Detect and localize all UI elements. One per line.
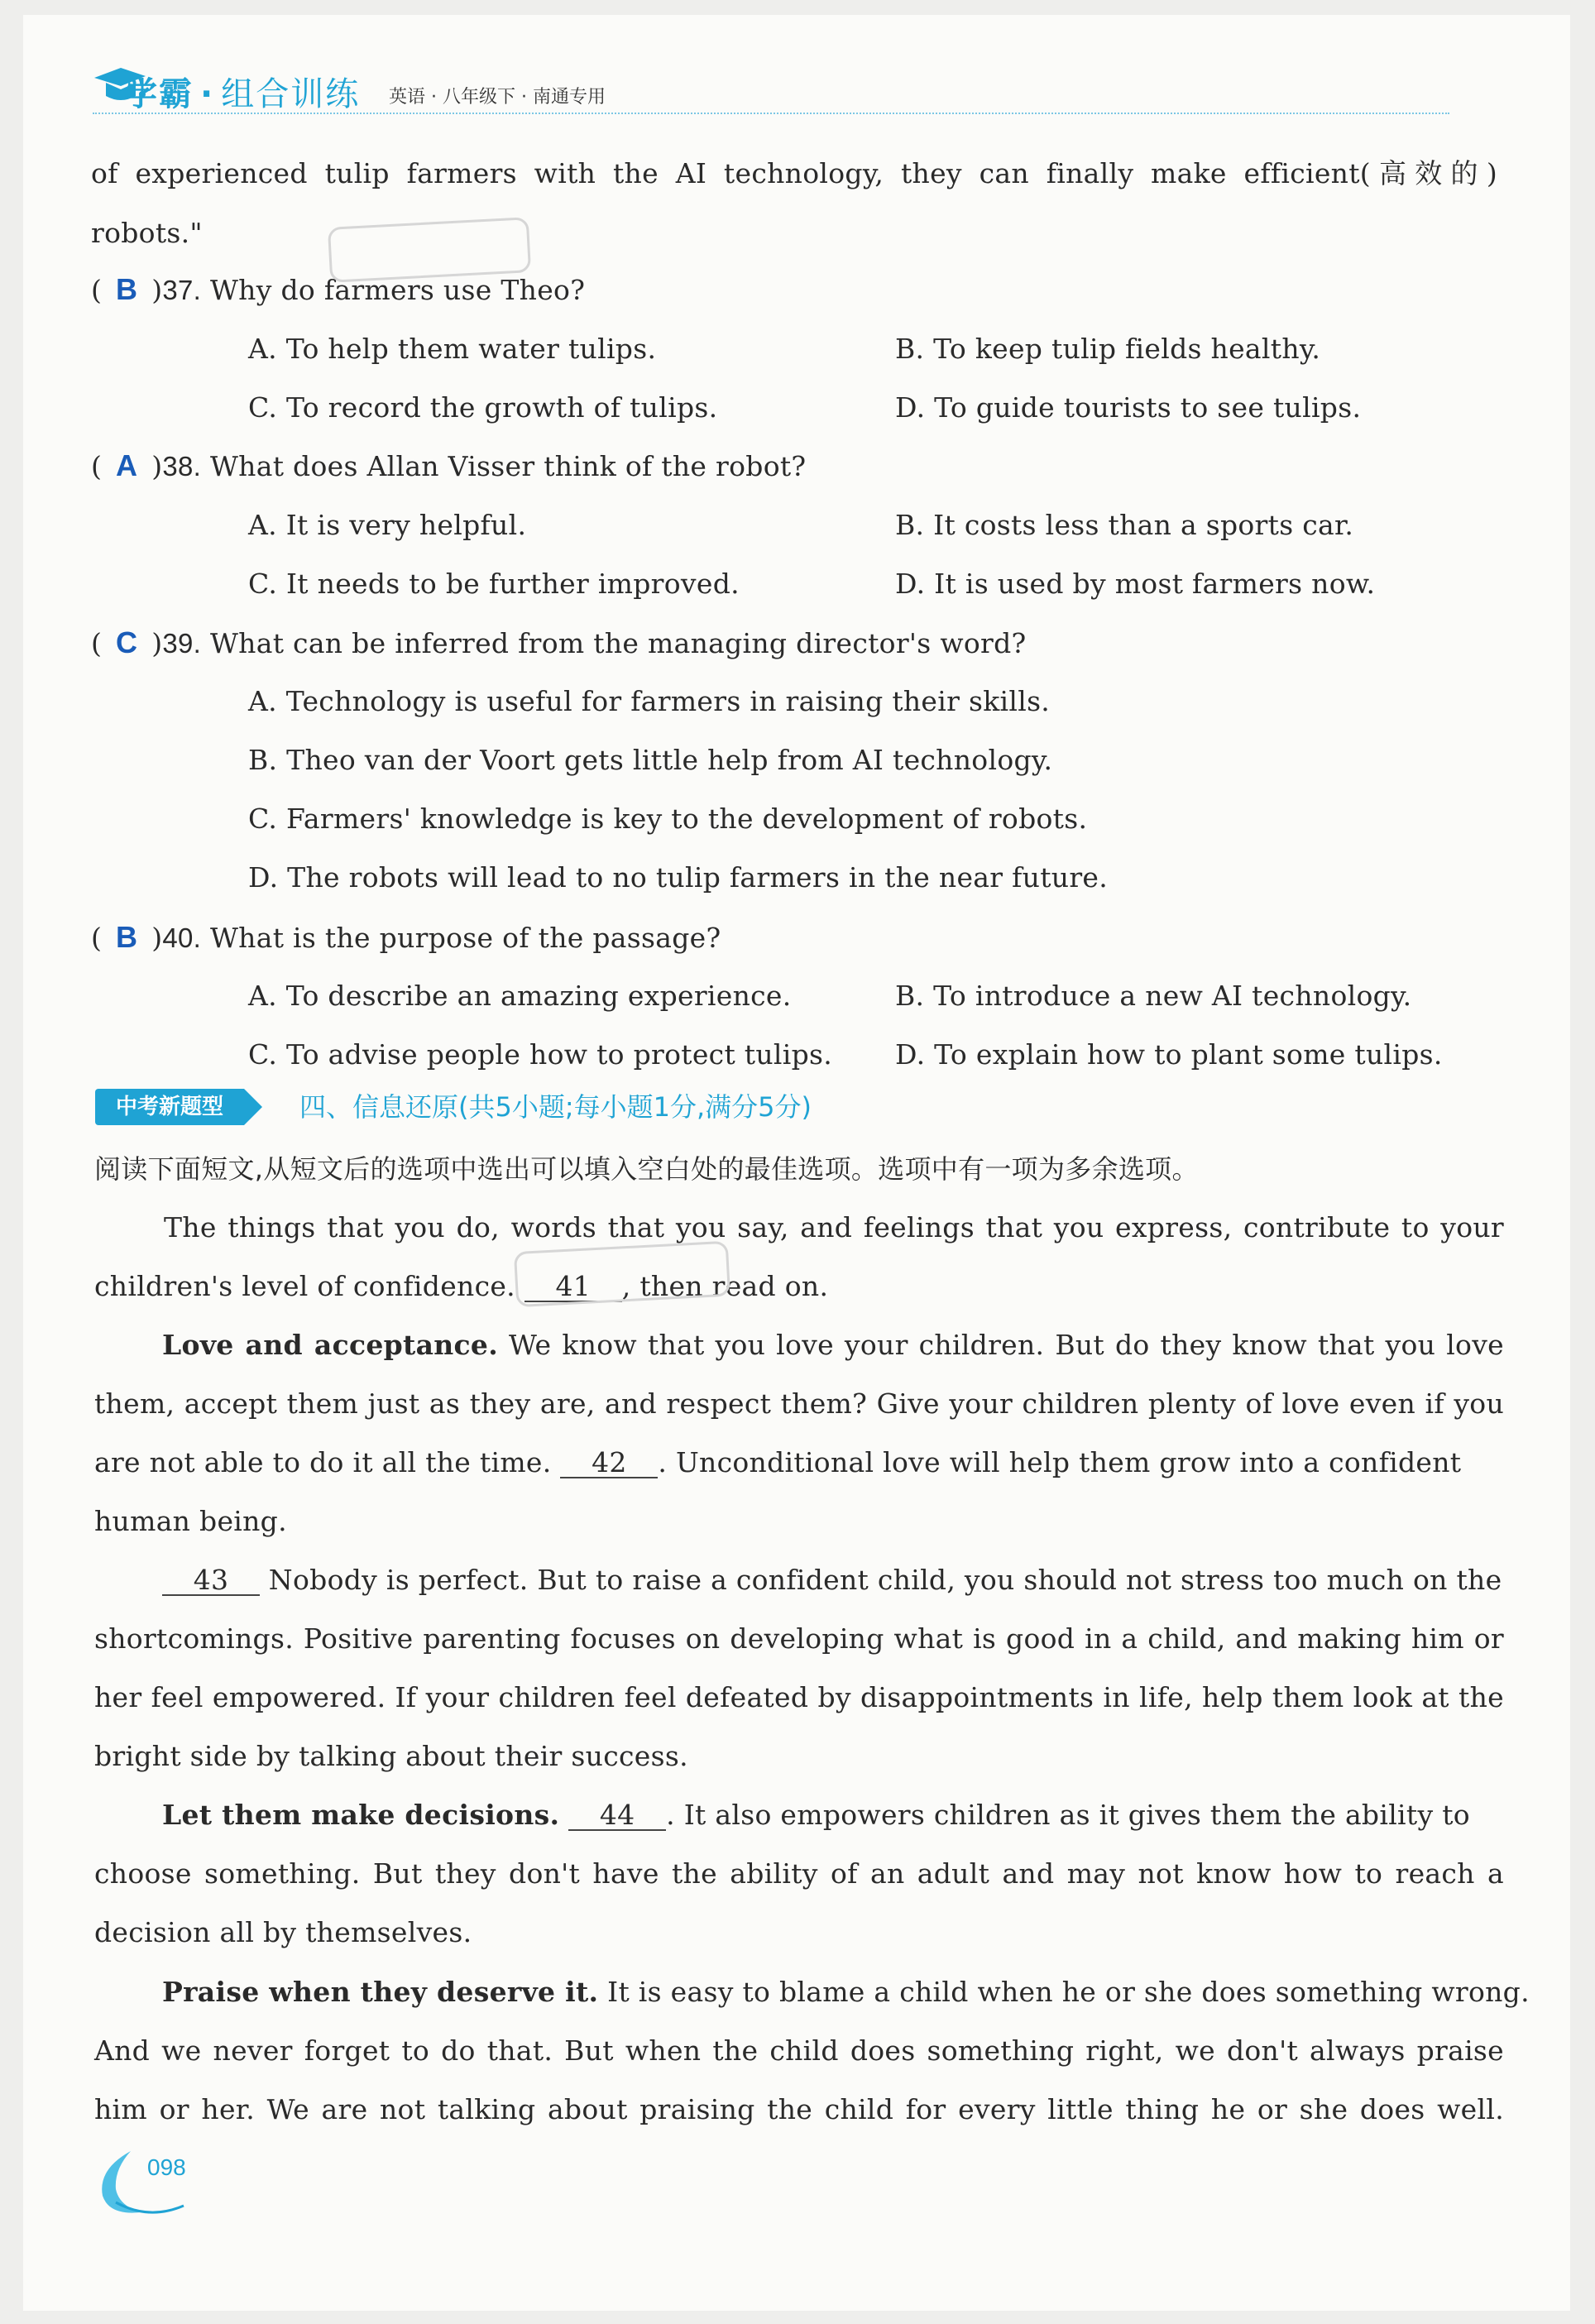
section-instruction: 阅读下面短文,从短文后的选项中选出可以填入空白处的最佳选项。选项中有一项为多余选项。 (94, 1153, 1199, 1185)
passage-text: It is easy to blame a child when he or she does something wrong. (607, 1976, 1530, 2008)
book-subtitle: 英语 · 八年级下 · 南通专用 (389, 87, 606, 108)
page-number: 098 (147, 2154, 186, 2180)
option-a: A. To help them water tulips. (248, 333, 657, 365)
passage-line: The things that you do, words that you say, and feelings that you express, contribute to your (164, 1211, 1504, 1243)
option-a: A. To describe an amazing experience. (248, 980, 792, 1012)
answer-39: C (116, 625, 138, 659)
question-number: 37. (162, 275, 202, 305)
passage-line: decision all by themselves. (94, 1916, 472, 1948)
option-b: B. Theo van der Voort gets little help from AI technology. (248, 744, 1053, 776)
blank-42: 42 (560, 1449, 658, 1478)
section-tag (95, 1089, 261, 1125)
answer-40: B (116, 920, 138, 954)
answer-37: B (116, 272, 138, 306)
option-a: A. It is very helpful. (248, 509, 527, 541)
passage-line: choose something. But they don't have the ability of an adult and may not know how to reach a (94, 1857, 1504, 1890)
option-b: B. It costs less than a sports car. (895, 509, 1354, 541)
option-d: D. To explain how to plant some tulips. (895, 1038, 1443, 1071)
passage-line (162, 1329, 1504, 1362)
option-d: D. The robots will lead to no tulip farmers in the near future. (248, 861, 1109, 894)
blank-43: 43 (162, 1566, 260, 1596)
passage-text: . It also empowers children as it gives them the ability to (666, 1799, 1470, 1831)
blank-44: 44 (568, 1801, 666, 1831)
option-c: C. To record the growth of tulips. (248, 391, 718, 424)
passage-line (162, 1564, 1502, 1597)
question-number: 39. (162, 628, 202, 659)
paragraph-heading: Praise when they deserve it. (162, 1976, 599, 2008)
section-title: 四、信息还原(共5小题;每小题1分,满分5分) (299, 1091, 812, 1123)
option-b: B. To keep tulip fields healthy. (895, 333, 1321, 365)
option-b: B. To introduce a new AI technology. (895, 980, 1412, 1012)
passage-line (94, 1446, 1504, 1479)
passage-line (162, 1976, 1530, 2009)
answer-38: A (116, 448, 138, 482)
header-divider (93, 113, 1449, 114)
option-a: A. Technology is useful for farmers in raising their skills. (248, 685, 1051, 717)
brand-name: 学霸 (124, 75, 194, 113)
paragraph-heading: Love and acceptance. (162, 1329, 499, 1361)
watermark-graphic (327, 217, 534, 283)
page-number-badge (91, 2144, 190, 2219)
question-stem: What is the purpose of the passage? (209, 922, 721, 954)
brand-separator: · (200, 75, 215, 113)
passage-text: are not able to do it all the time. (94, 1446, 552, 1478)
section-tag-label: 中考新题型 (95, 1089, 244, 1125)
intro-line: robots." (91, 217, 203, 249)
option-c: C. To advise people how to protect tulips. (248, 1038, 833, 1071)
passage-line: them, accept them just as they are, and respect them? Give your children plenty of love even if you (94, 1387, 1504, 1420)
passage-line: her feel empowered. If your children feel defeated by disappointments in life, help them look at the (94, 1681, 1504, 1713)
question-stem: Why do farmers use Theo? (209, 274, 586, 306)
question-37: ( B )37. Why do farmers use Theo? (91, 272, 586, 306)
question-number: 40. (162, 922, 202, 953)
passage-line: bright side by talking about their success. (94, 1740, 688, 1772)
option-d: D. It is used by most farmers now. (895, 568, 1376, 600)
passage-line: shortcomings. Positive parenting focuses on developing what is good in a child, and making him or (94, 1622, 1504, 1655)
passage-text: Nobody is perfect. But to raise a confident child, you should not stress too much on the (268, 1564, 1502, 1596)
passage-text: , then read on. (621, 1270, 829, 1302)
option-d: D. To guide tourists to see tulips. (895, 391, 1362, 424)
passage-line (162, 1799, 1470, 1832)
passage-line: And we never forget to do that. But when the child does something right, we don't always praise (94, 2034, 1504, 2067)
question-stem: What does Allan Visser think of the robot? (209, 450, 807, 482)
section-tag-arrow (244, 1089, 262, 1125)
watermark-graphic (513, 1241, 736, 1307)
option-c: C. Farmers' knowledge is key to the development of robots. (248, 803, 1088, 835)
intro-line: of experienced tulip farmers with the AI technology, they can finally make efficient(高效的) (91, 157, 1497, 189)
question-38: ( A )38. What does Allan Visser think of the robot? (91, 448, 807, 482)
brand-title (124, 68, 360, 115)
paragraph-heading: Let them make decisions. (162, 1799, 560, 1831)
blank-41: 41 (524, 1272, 622, 1302)
question-39: ( C )39. What can be inferred from the managing director's word? (91, 625, 1027, 659)
question-number: 38. (162, 451, 202, 482)
passage-text: children's level of confidence. (94, 1270, 515, 1302)
question-40: ( B )40. What is the purpose of the passage? (91, 920, 721, 954)
passage-line: human being. (94, 1505, 287, 1537)
passage-line: him or her. We are not talking about praising the child for every little thing he or she does well. (94, 2093, 1504, 2125)
option-c: C. It needs to be further improved. (248, 568, 740, 600)
passage-text: . Unconditional love will help them grow into a confident (658, 1446, 1462, 1478)
series-name: 组合训练 (221, 75, 361, 113)
question-stem: What can be inferred from the managing director's word? (209, 627, 1027, 659)
passage-text: We know that you love your children. But do they know that you love (509, 1329, 1504, 1361)
